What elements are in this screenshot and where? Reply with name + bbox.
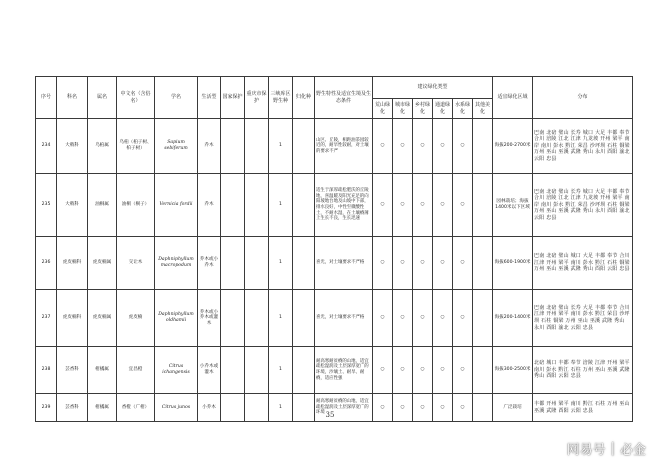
cell-key [245,290,269,347]
species-table [35,76,633,422]
cell-life-form: 乔木或小乔木 [198,237,221,290]
cell-mark: ○ [373,394,393,422]
cell-latin: Sapium sebiferum [155,119,198,174]
cell-distribution: 巴南 北碚 璧山 长寿 城口 大足 丰都 奉节 合川 涪陵 江北 江津 九龙坡 开州 梁平 南岸 南川 彭水 黔江 荣昌 沙坪坝 石柱 铜梁 万州 巫山 巫溪 武隆 秀山 永川 酉阳 渝北 云阳 忠县 [533,119,633,174]
cell-ecology: 喜光，对土壤要求不严格 [315,290,373,347]
cell-family: 虎皮楠科 [57,290,88,347]
header-greening-type: 荒山绿化 [373,99,393,119]
cell-mark: ○ [413,394,433,422]
cell-mark [473,290,493,347]
cell-ecology: 山区、丘陵，相距油茶园较近的，耐旱性较耐，对土壤的要求不严 [315,119,373,174]
cell-region: 海拔300-2500米 [493,347,533,394]
cell-mark: ○ [373,290,393,347]
page-number: 35 [325,411,335,419]
cell-no: 238 [36,347,57,394]
header-life-form: 生活型 [198,77,221,119]
cell-genus: 柑橘属 [88,394,117,422]
cell-family: 芸香科 [57,347,88,394]
cell-wild: 1 [269,174,293,237]
cell-cn-name: 香橙（广柑） [117,394,155,422]
cell-mark: ○ [433,237,453,290]
cell-wild: 1 [269,119,293,174]
cell-region: 园林栽培；海拔1400米以下区域 [493,174,533,237]
cell-mark [473,174,493,237]
header-cn-name: 中文名（含俗名） [117,77,155,119]
cell-naturalized [293,290,315,347]
cell-family: 芸香科 [57,394,88,422]
cell-national [221,119,245,174]
header-national-protect: 国家保护 [221,77,245,119]
watermark-separator: | [610,441,615,456]
watermark-author: 必金 [619,443,646,458]
cell-mark: ○ [453,347,473,394]
cell-genus: 油桐属 [88,174,117,237]
cell-genus: 虎皮楠属 [88,237,117,290]
cell-region: 海拔200-1400米 [493,290,533,347]
header-greening-type: 通道绿化 [433,99,453,119]
cell-naturalized [293,347,315,394]
cell-distribution: 巴南 北碚 璧山 长寿 大足 丰都 奉节 合川 江津 开州 梁平 南川 彭水 黔江 荣昌 沙坪坝 石柱 铜梁 万州 巫山 巫溪 武隆 秀山 永川 酉阳 渝北 云阳 忠县 [533,290,633,347]
cell-national [221,347,245,394]
cell-family: 大戟科 [57,174,88,237]
cell-distribution: 巴南 北碚 璧山 长寿 城口 大足 丰都 奉节 合川 涪陵 江北 江津 九龙坡 开州 梁平 南岸 南川 彭水 黔江 荣昌 沙坪坝 石柱 铜梁 万州 巫山 巫溪 武隆 秀山 永川 酉阳 渝北 云阳 忠县 [533,174,633,237]
table-row [36,237,633,290]
cell-distribution: 丰都 开州 梁平 南川 黔江 石柱 万州 巫山 巫溪 武隆 酉阳 云阳 忠县 [533,394,633,422]
cell-naturalized [293,174,315,237]
header-no: 序号 [36,77,57,119]
header-greening-type: 城市绿化 [393,99,413,119]
table-header [36,77,633,119]
cell-family: 大戟科 [57,119,88,174]
cell-no: 237 [36,290,57,347]
cell-ecology: 喜光，对土壤要求不严格 [315,237,373,290]
cell-naturalized [293,119,315,174]
cell-mark: ○ [373,237,393,290]
cell-mark: ○ [373,347,393,394]
header-key-protect: 重庆市保护 [245,77,269,119]
cell-no: 236 [36,237,57,290]
cell-mark: ○ [393,394,413,422]
cell-wild: 1 [269,290,293,347]
cell-mark: ○ [413,290,433,347]
header-region: 适宜绿化区域 [493,77,533,119]
table-row [36,290,633,347]
cell-ecology: 耐高寒耐贫瘠的山地，适宜疏松湿润及土层深厚宽广的环境 [315,394,373,422]
cell-no: 239 [36,394,57,422]
header-greening-group: 建议绿化类型 [373,77,493,99]
cell-key [245,119,269,174]
cell-mark [473,347,493,394]
cell-genus: 乌桕属 [88,119,117,174]
cell-cn-name: 乌桕（桕子树、柏子树） [117,119,155,174]
header-greening-type: 其他美化 [473,99,493,119]
cell-ecology: 耐高寒耐贫瘠的山地，适宜疏松湿润及土层深厚宽广的环境，沙壤土、耐旱、耐瘠，适应性强 [315,347,373,394]
cell-mark: ○ [413,347,433,394]
cell-cn-name: 宜昌橙 [117,347,155,394]
cell-key [245,347,269,394]
header-ecology: 野生特性及适宜生境及生态条件 [315,77,373,119]
cell-mark: ○ [373,119,393,174]
cell-region: 广泛栽培 [493,394,533,422]
table-row [36,119,633,174]
cell-mark: ○ [433,290,453,347]
cell-mark: ○ [453,237,473,290]
cell-region: 海拔200-2700米 [493,119,533,174]
cell-latin: Daphniphyllum oldhamii [155,290,198,347]
cell-mark: ○ [433,119,453,174]
table-body [36,119,633,422]
cell-no: 234 [36,119,57,174]
cell-mark: ○ [413,119,433,174]
cell-mark: ○ [393,237,413,290]
cell-naturalized [293,237,315,290]
cell-cn-name: 油桐（桐子） [117,174,155,237]
cell-mark: ○ [433,174,453,237]
cell-mark: ○ [453,119,473,174]
cell-mark: ○ [393,174,413,237]
cell-mark: ○ [373,174,393,237]
cell-life-form: 小乔木 [198,394,221,422]
cell-national [221,237,245,290]
cell-mark: ○ [393,347,413,394]
header-greening-type: 乡村绿化 [413,99,433,119]
header-distribution: 分布 [533,77,633,119]
cell-cn-name: 虎皮楠 [117,290,155,347]
cell-cn-name: 交让木 [117,237,155,290]
cell-national [221,174,245,237]
cell-mark [473,119,493,174]
cell-latin: Citrus ichangensis [155,347,198,394]
cell-wild: 1 [269,237,293,290]
header-family: 科名 [57,77,88,119]
cell-genus: 虎皮楠属 [88,290,117,347]
header-greening-type: 水系绿化 [453,99,473,119]
cell-genus: 柑橘属 [88,347,117,394]
cell-mark: ○ [433,394,453,422]
cell-key [245,174,269,237]
cell-wild: 1 [269,347,293,394]
cell-mark: ○ [413,174,433,237]
cell-life-form: 乔木或小乔木或灌木 [198,290,221,347]
cell-mark: ○ [393,290,413,347]
cell-mark: ○ [433,347,453,394]
cell-region: 海拔600-1900米 [493,237,533,290]
cell-mark: ○ [453,290,473,347]
cell-mark: ○ [453,174,473,237]
watermark-brand: 网易号 [566,443,606,458]
cell-mark: ○ [453,394,473,422]
cell-mark [473,237,493,290]
cell-life-form: 乔木 [198,119,221,174]
cell-mark: ○ [393,119,413,174]
cell-no: 235 [36,174,57,237]
cell-ecology: 适生于深厚疏松肥沃的丘陵地，喜温暖及阳光充足的向阳坡地台地及山坡中下部，排水良好，中性至微酸性土，不耐水湿，在土壤瘠薄上生长不良，生长迅速 [315,174,373,237]
header-latin: 学名 [155,77,198,119]
cell-latin: Daphniphyllum macropodum [155,237,198,290]
cell-key [245,237,269,290]
table-row [36,174,633,237]
header-naturalized: 归化种 [293,77,315,119]
cell-life-form: 小乔木或灌木 [198,347,221,394]
cell-distribution: 巴南 北碚 璧山 城口 大足 丰都 奉节 合川 江津 开州 梁平 南川 彭水 黔江 石柱 铜梁 万州 巫山 巫溪 武隆 秀山 酉阳 云阳 忠县 [533,237,633,290]
cell-mark: ○ [413,237,433,290]
cell-life-form: 乔木 [198,174,221,237]
cell-national [221,290,245,347]
header-wild: 三峡库区野生种 [269,77,293,119]
header-genus: 属名 [88,77,117,119]
table-row [36,347,633,394]
cell-distribution: 北碚 城口 丰都 奉节 涪陵 江津 开州 梁平 南川 彭水 黔江 石柱 万州 巫山 巫溪 武隆 秀山 酉阳 云阳 忠县 [533,347,633,394]
watermark [567,439,646,458]
cell-family: 虎皮楠科 [57,237,88,290]
cell-latin: Citrus junos [155,394,198,422]
cell-latin: Vernicia fordii [155,174,198,237]
cell-wild: 1 [269,394,293,422]
